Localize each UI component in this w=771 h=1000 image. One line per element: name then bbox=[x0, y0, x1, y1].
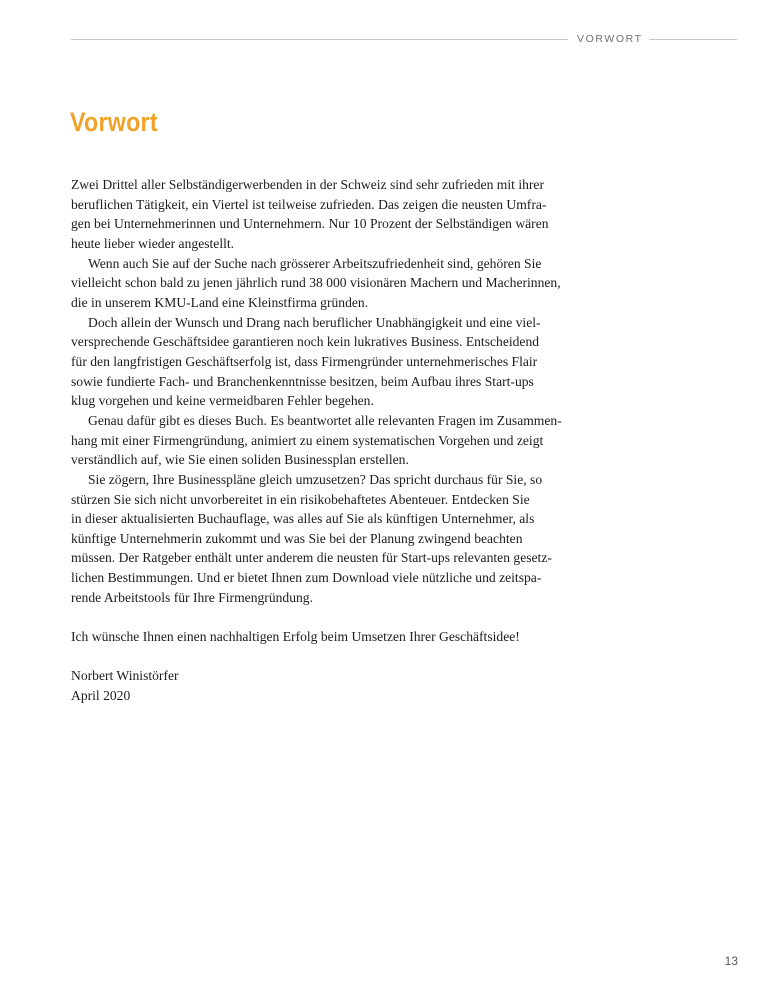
author-name: Norbert Winistörfer bbox=[71, 668, 179, 684]
text-line: verständlich auf, wie Sie einen soliden Businessplan erstellen. bbox=[71, 452, 409, 468]
paragraph-4 bbox=[71, 411, 651, 470]
text-line: vielleicht schon bald zu jenen jährlich rund 38 000 visionären Machern und Macherinnen, bbox=[71, 275, 561, 291]
paragraph-3 bbox=[71, 313, 651, 411]
closing-paragraph bbox=[71, 627, 651, 647]
text-line: rende Arbeitstools für Ihre Firmengründung. bbox=[71, 589, 313, 605]
header-rule-right bbox=[649, 39, 737, 40]
text-line: für den langfristigen Geschäftserfolg ist, dass Firmengründer unternehmerisches Flair bbox=[71, 353, 538, 369]
page-title: Vorwort bbox=[70, 107, 158, 137]
text-line: heute lieber wieder angestellt. bbox=[71, 235, 235, 251]
text-line: versprechende Geschäftsidee garantieren noch kein lukratives Business. Entscheidend bbox=[71, 334, 540, 350]
text-line: Doch allein der Wunsch und Drang nach beruflicher Unabhängigkeit und eine viel- bbox=[88, 314, 541, 330]
text-line: stürzen Sie sich nicht unvorbereitet in ein risikobehaftetes Abenteuer. Entdecken Sie bbox=[71, 491, 530, 507]
text-line: sowie fundierte Fach- und Branchenkenntnisse besitzen, beim Aufbau ihres Start-ups bbox=[71, 373, 534, 389]
text-line: die in unserem KMU-Land eine Kleinstfirma gründen. bbox=[71, 294, 369, 310]
paragraph-2 bbox=[71, 254, 651, 313]
date-line: April 2020 bbox=[71, 688, 131, 704]
header-rule-left bbox=[71, 39, 568, 40]
text-line: künftige Unternehmerin zukommt und was Sie bei der Planung zwingend beachten bbox=[71, 530, 523, 546]
signature-block bbox=[71, 666, 651, 705]
text-line: Ich wünsche Ihnen einen nachhaltigen Erfolg beim Umsetzen Ihrer Geschäftsidee! bbox=[71, 629, 520, 645]
text-line: beruflichen Tätigkeit, ein Viertel ist teilweise zufrieden. Das zeigen die neusten Umfra- bbox=[71, 196, 547, 212]
text-line: Zwei Drittel aller Selbständigerwerbenden in der Schweiz sind sehr zufrieden mit ihrer bbox=[71, 177, 544, 192]
text-line: müssen. Der Ratgeber enthält unter anderem die neusten für Start-ups relevanten gesetz- bbox=[71, 550, 552, 566]
text-line: Genau dafür gibt es dieses Buch. Es beantwortet alle relevanten Fragen im Zusammen- bbox=[88, 412, 562, 428]
text-line: hang mit einer Firmengründung, animiert zu einem systematischen Vorgehen und zeigt bbox=[71, 432, 544, 448]
text-line: gen bei Unternehmerinnen und Unternehmern. Nur 10 Prozent der Selbständigen wären bbox=[71, 216, 549, 232]
paragraph-1 bbox=[71, 175, 651, 254]
paragraph-5 bbox=[71, 470, 651, 608]
body-text bbox=[71, 175, 651, 706]
page-number: 13 bbox=[724, 954, 738, 968]
text-line: lichen Bestimmungen. Und er bietet Ihnen zum Download viele nützliche und zeitspa- bbox=[71, 570, 542, 586]
text-line: klug vorgehen und keine vermeidbaren Fehler begehen. bbox=[71, 393, 374, 409]
text-line: Sie zögern, Ihre Businesspläne gleich umzusetzen? Das spricht durchaus für Sie, so bbox=[88, 471, 543, 487]
text-line: in dieser aktualisierten Buchauflage, was alles auf Sie als künftigen Unternehmer, als bbox=[71, 511, 535, 527]
text-line: Wenn auch Sie auf der Suche nach grösserer Arbeitszufriedenheit sind, gehören Sie bbox=[88, 255, 542, 271]
running-header: VORWORT bbox=[577, 33, 643, 45]
